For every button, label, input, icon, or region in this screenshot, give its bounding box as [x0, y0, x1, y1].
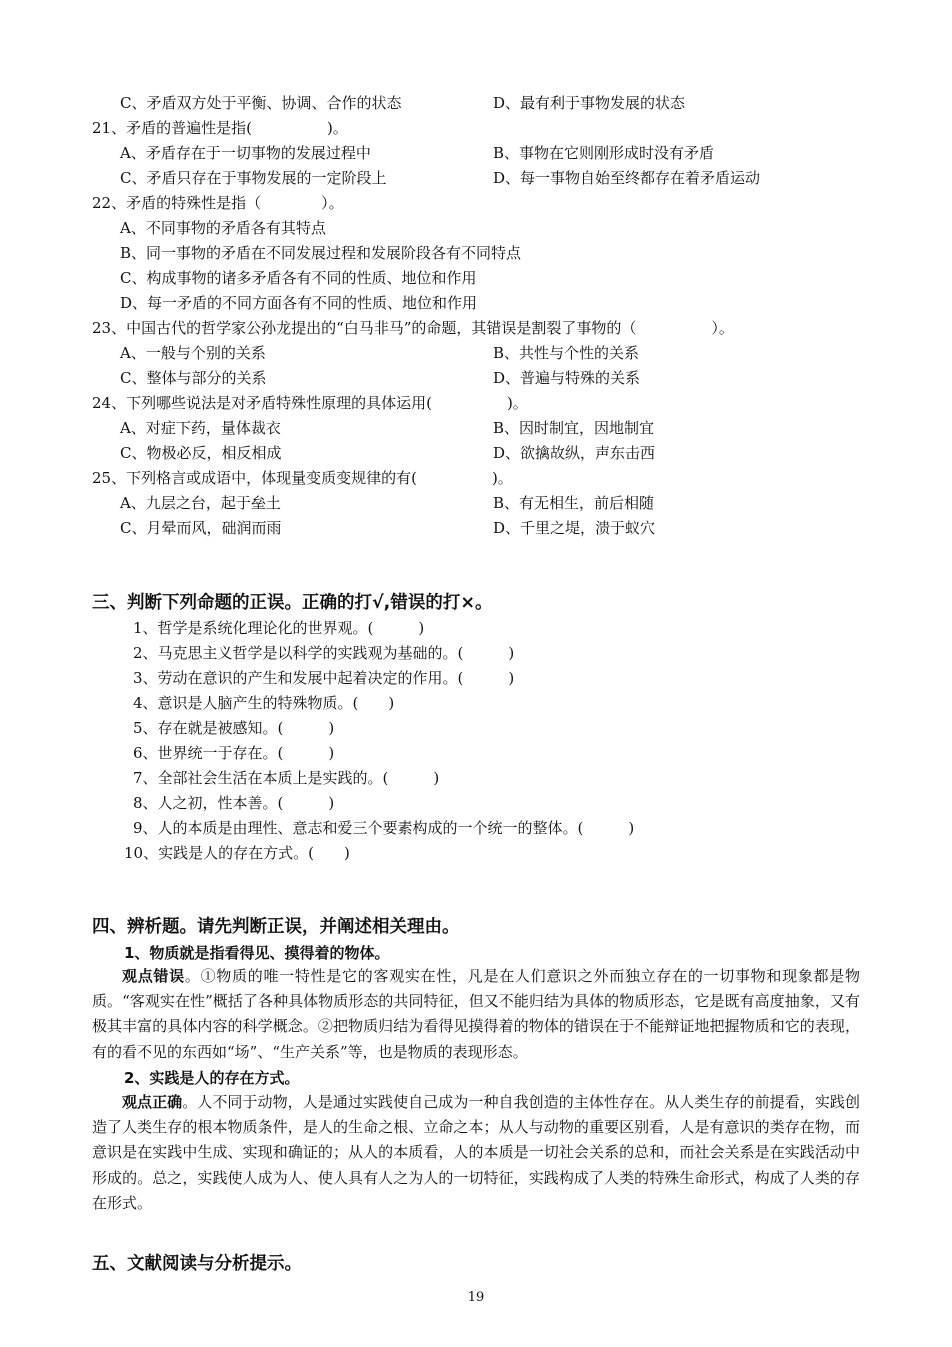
answer-paragraph [92, 1090, 860, 1216]
judgement-item: 3、劳动在意识的产生和发展中起着决定的作用。( ) [133, 669, 515, 687]
section-heading: 五、文献阅读与分析提示。 [92, 1254, 302, 1274]
judgement-item: 6、世界统一于存在。( ) [133, 744, 335, 762]
option-c: C、矛盾只存在于事物发展的一定阶段上 [120, 169, 387, 187]
answer-paragraph [92, 964, 860, 1065]
option-b: B、因时制宜，因地制宜 [493, 419, 655, 437]
option-c: C、矛盾双方处于平衡、协调、合作的状态 [120, 94, 402, 112]
answer-text: 。人不同于动物，人是通过实践使自己成为一种自我创造的主体性存在。从人类生存的前提看，实践创造了人类生存的根本物质条件，是人的生命之根、立命之本；从人与动物的重要区别看，人是有意识的类存在物，而意识是在实践中生成、实现和确证的；从人的本质看，人的本质是一切社会关系的总和，而社会关系是在实践活动中形成的。总之，实践使人成为人、使人具有人之为人的一切特征，实践构成了人类的特殊生命形式，构成了人类的存在形式。 [92, 1093, 860, 1212]
option-d: D、欲擒故纵，声东击西 [493, 444, 656, 462]
answer-verdict: 观点错误 [122, 967, 185, 985]
option-c: C、构成事物的诸多矛盾各有不同的性质、地位和作用 [120, 269, 477, 287]
option-b: B、事物在它则刚形成时没有矛盾 [493, 144, 715, 162]
section-heading: 三、判断下列命题的正误。正确的打√,错误的打×。 [92, 593, 493, 613]
sub-question-heading: 1、物质就是指看得见、摸得着的物体。 [124, 944, 390, 962]
option-a: A、九层之台，起于垒土 [120, 494, 281, 512]
option-a: A、对症下药，量体裁衣 [120, 419, 281, 437]
option-d: D、普遍与特殊的关系 [493, 369, 641, 387]
sub-question-heading: 2、实践是人的存在方式。 [124, 1069, 300, 1087]
option-c: C、物极必反，相反相成 [120, 444, 282, 462]
question-stem: 23、中国古代的哲学家公孙龙提出的“白马非马”的命题，其错误是割裂了事物的（ ）。 [92, 319, 734, 337]
option-b: B、有无相生，前后相随 [493, 494, 655, 512]
question-stem: 21、矛盾的普遍性是指( )。 [92, 119, 348, 137]
option-d: D、千里之堤，溃于蚁穴 [493, 519, 656, 537]
judgement-item: 5、存在就是被感知。( ) [133, 719, 335, 737]
option-a: A、不同事物的矛盾各有其特点 [120, 219, 326, 237]
judgement-item: 1、哲学是系统化理论化的世界观。( ) [133, 619, 425, 637]
page-number: 19 [467, 1290, 485, 1305]
option-d: D、最有利于事物发展的状态 [493, 94, 686, 112]
answer-verdict: 观点正确 [122, 1093, 183, 1111]
question-stem: 22、矛盾的特殊性是指（ ）。 [92, 194, 344, 212]
option-b: B、共性与个性的关系 [493, 344, 640, 362]
option-d: D、每一矛盾的不同方面各有不同的性质、地位和作用 [120, 294, 478, 312]
option-c: C、月晕而风，础润而雨 [120, 519, 282, 537]
judgement-item: 10、实践是人的存在方式。( ) [124, 844, 350, 862]
judgement-item: 2、马克思主义哲学是以科学的实践观为基础的。( ) [133, 644, 515, 662]
judgement-item: 8、人之初，性本善。( ) [133, 794, 335, 812]
judgement-item: 4、意识是人脑产生的特殊物质。( ) [133, 694, 395, 712]
option-a: A、矛盾存在于一切事物的发展过程中 [120, 144, 371, 162]
judgement-item: 7、全部社会生活在本质上是实践的。( ) [133, 769, 440, 787]
section-heading: 四、辨析题。请先判断正误，并阐述相关理由。 [92, 917, 460, 937]
answer-text: 。①物质的唯一特性是它的客观实在性，凡是在人们意识之外而独立存在的一切事物和现象都是物质。“客观实在性”概括了各种具体物质形态的共同特征，但又不能归结为具体的物质形态，它是既有高度抽象，又有极其丰富的具体内容的科学概念。②把物质归结为看得见摸得着的物体的错误在于不能辩证地把握物质和它的表现，有的看不见的东西如“场”、“生产关系”等，也是物质的表现形态。 [92, 967, 860, 1061]
option-c: C、整体与部分的关系 [120, 369, 267, 387]
judgement-item: 9、人的本质是由理性、意志和爱三个要素构成的一个统一的整体。( ) [133, 819, 635, 837]
option-a: A、一般与个别的关系 [120, 344, 266, 362]
option-d: D、每一事物自始至终都存在着矛盾运动 [493, 169, 761, 187]
question-stem: 25、下列格言或成语中，体现量变质变规律的有( )。 [92, 469, 513, 487]
option-b: B、同一事物的矛盾在不同发展过程和发展阶段各有不同特点 [120, 244, 522, 262]
question-stem: 24、下列哪些说法是对矛盾特殊性原理的具体运用( )。 [92, 394, 528, 412]
